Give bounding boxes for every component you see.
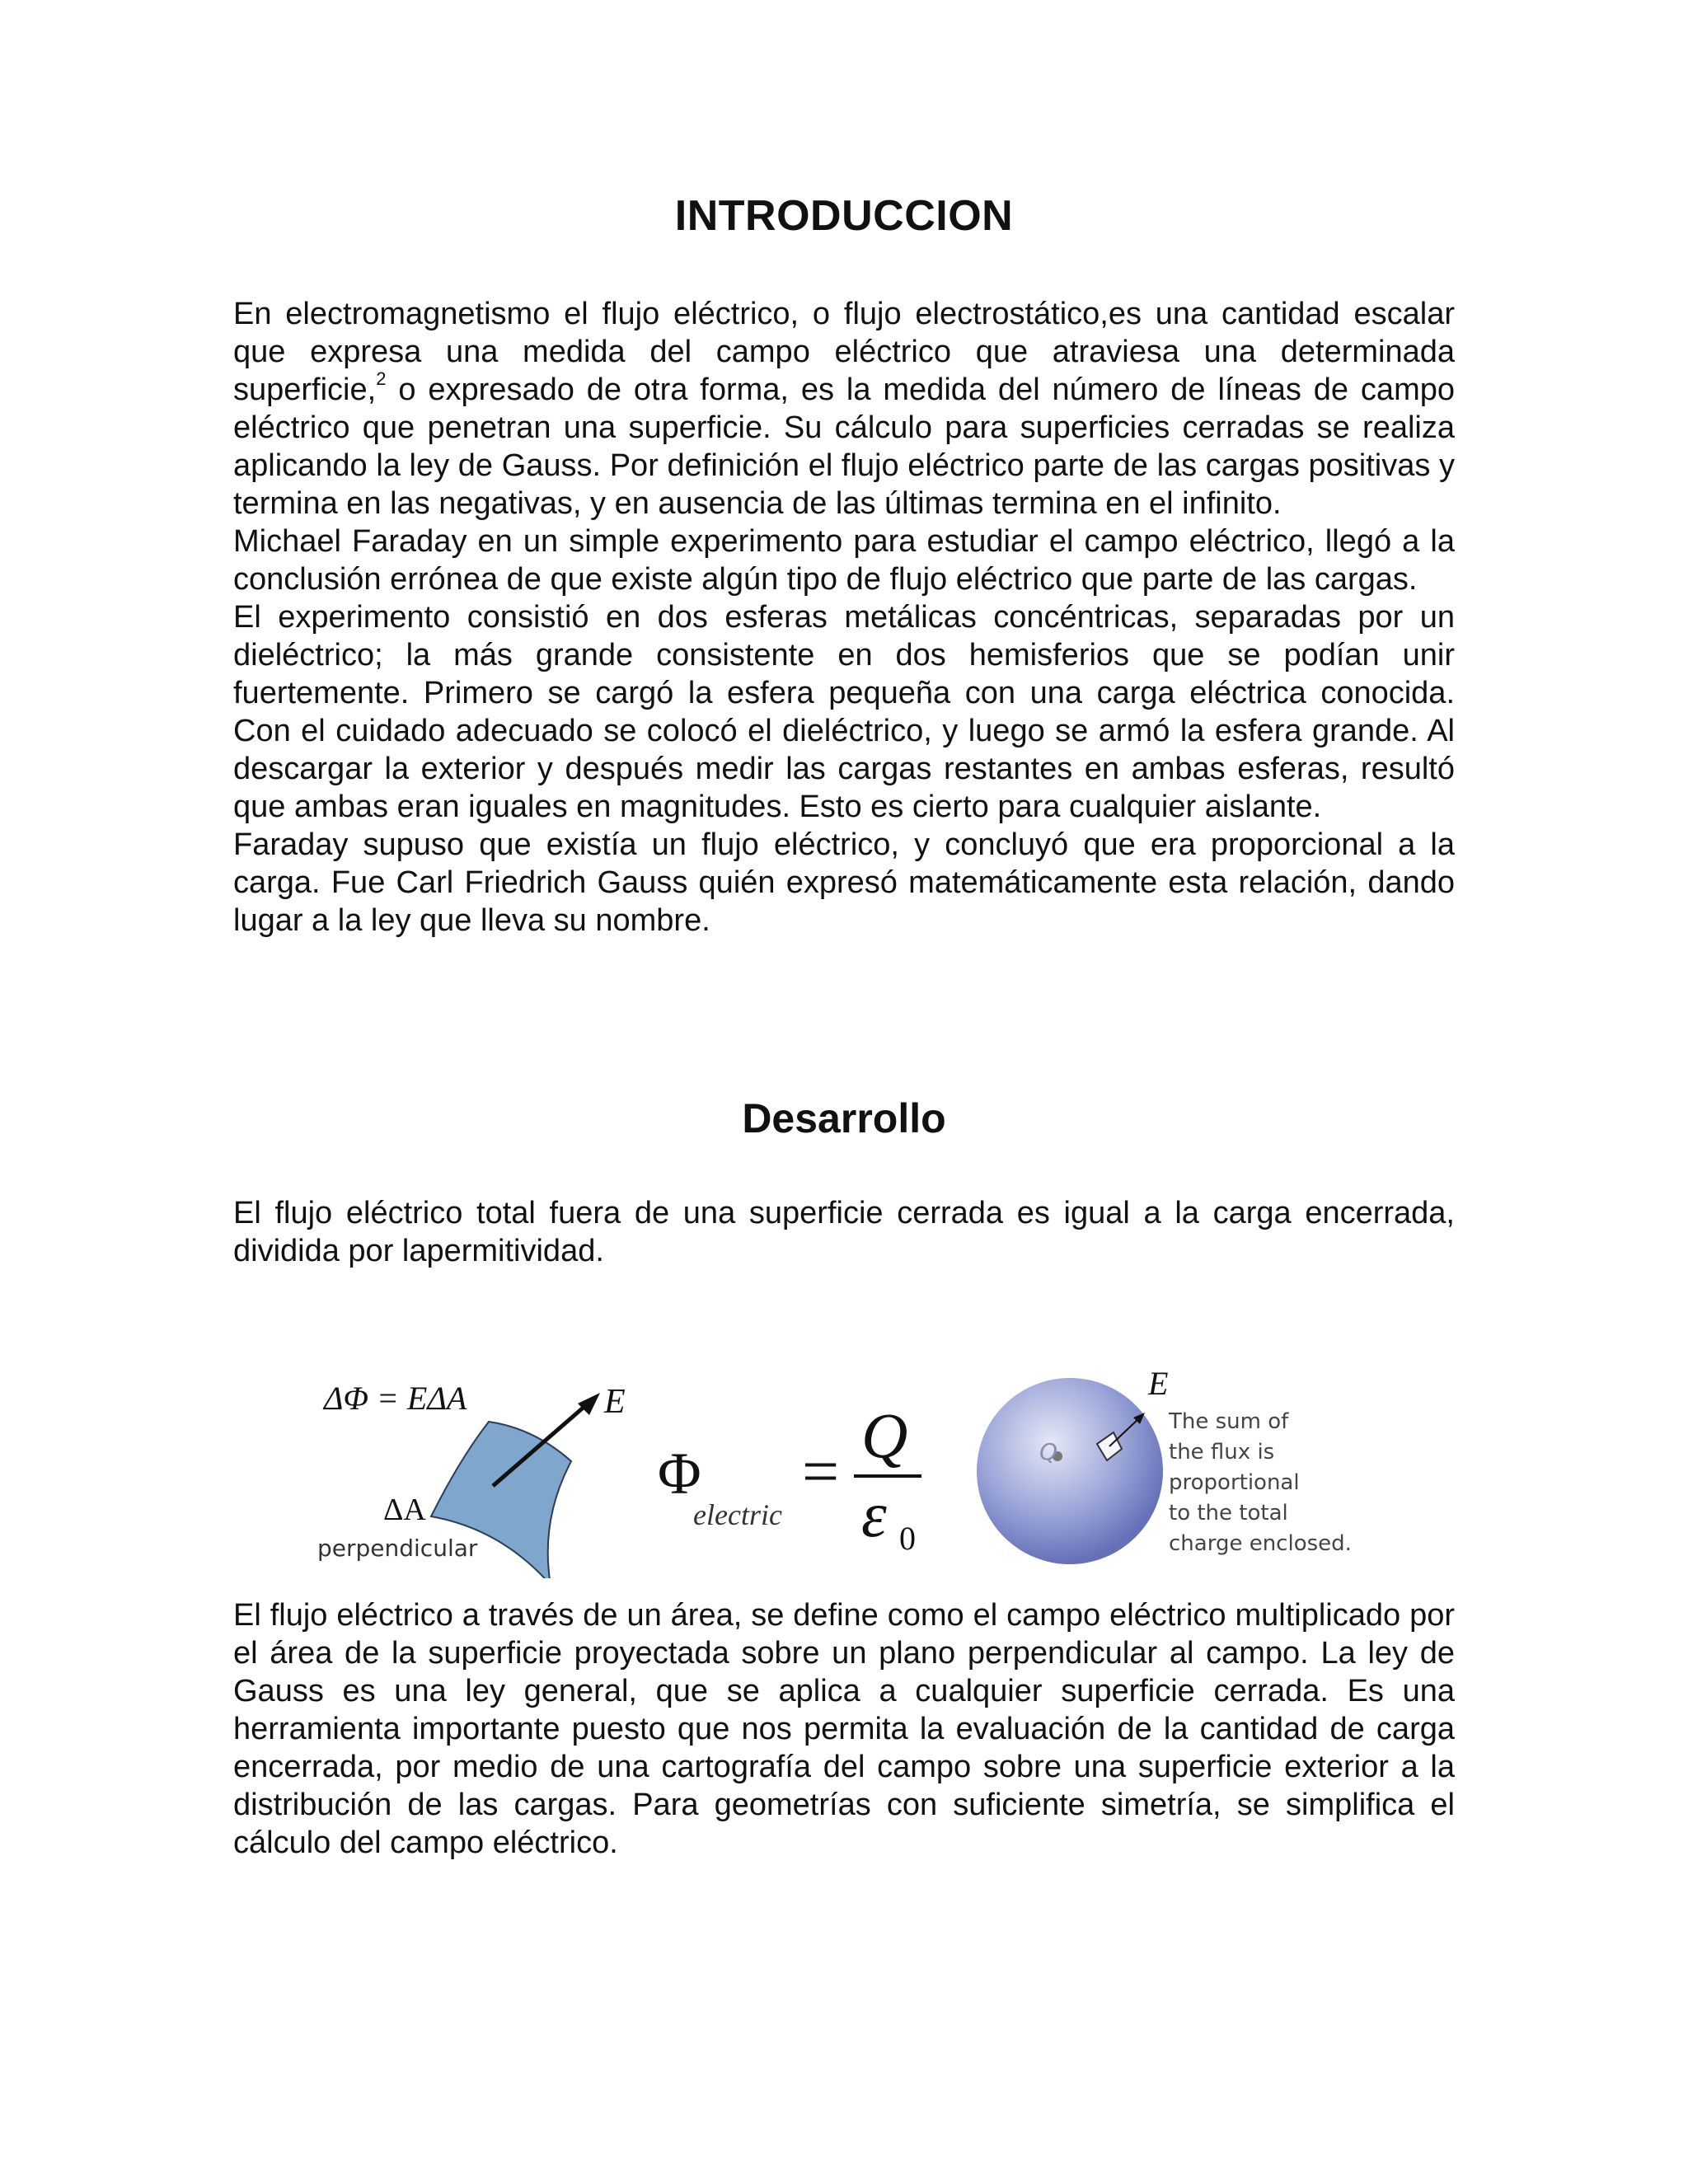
gauss-law-figure: [317, 1364, 1610, 1578]
development-paragraph-2: El flujo eléctrico a través de un área, se define como el campo eléctrico multiplicado por el área de la superficie proyectada sobre un plano perpendicular al campo. La ley de Gauss es una ley general, que se aplica a cualquier superficie cerrada. Es una herramienta importante puesto que nos permita la evaluación de la cantidad de carga encerrada, por medio de una cartografía del campo sobre una superficie exterior a la distribución de las cargas. Para geometrías con suficiente simetría, se simplifica el cálculo del campo eléctrico.: [233, 1598, 1455, 1860]
flux-note-line: The sum of: [1169, 1409, 1289, 1434]
epsilon-symbol: ε: [861, 1479, 887, 1550]
phi-subscript: electric: [693, 1498, 782, 1531]
footnote-ref: 2: [376, 368, 387, 390]
intro-section: [233, 295, 1455, 940]
sphere-field-label: E: [1148, 1365, 1169, 1402]
intro-paragraph-4: Faraday supuso que existía un flujo eléctrico, y concluyó que era proporcional a la carga. Fue Carl Friedrich Gauss quién expresó matemáticamente esta relación, dando lugar a la ley que lleva su nombre.: [233, 827, 1455, 938]
intro-paragraph-3: El experimento consistió en dos esferas metálicas concéntricas, separadas por un dieléctrico; la más grande consistente en dos hemisferios que se podían unir fuertemente. Primero se cargó la esfera pequeña con una carga eléctrica conocida. Con el cuidado adecuado se colocó el dieléctrico, y luego se armó la esfera grande. Al descargar la exterior y después medir las cargas restantes en ambas esferas, resultó que ambas eran iguales en magnitudes. Esto es cierto para cualquier aislante.: [233, 600, 1455, 824]
flux-note-line: the flux is: [1169, 1440, 1275, 1465]
intro-paragraph-1: [233, 295, 1455, 523]
gaussian-sphere: [977, 1378, 1163, 1564]
development-heading: Desarrollo: [742, 1095, 946, 1141]
epsilon-subscript: 0: [899, 1520, 916, 1557]
perpendicular-label: perpendicular: [317, 1535, 478, 1562]
area-label: ΔA: [383, 1493, 426, 1527]
intro-p1-part-a: En electromagnetismo el flujo eléctrico, o flujo electrostático,es una cantidad escalar que expresa una medida del campo eléctrico que atraviesa una determinada superficie,: [233, 297, 1455, 407]
field-vector-label: E: [604, 1383, 626, 1421]
development-paragraph-1: El flujo eléctrico total fuera de una superficie cerrada es igual a la carga encerrada, dividida por lapermitividad.: [233, 1196, 1455, 1268]
intro-p1-part-b: o expresado de otra forma, es la medida del número de líneas de campo eléctrico que penetran una superficie. Su cálculo para superficies cerradas se realiza aplicando la ley de Gauss. Por definición el flujo eléctrico parte de las cargas positivas y termina en las negativas, y en ausencia de las últimas termina en el infinito.: [233, 373, 1455, 521]
flux-note-line: proportional: [1169, 1470, 1300, 1495]
flux-note-line: to the total: [1169, 1501, 1288, 1526]
flux-note-line: charge enclosed.: [1169, 1531, 1352, 1556]
equals-sign: =: [802, 1436, 840, 1508]
sphere-diagram: [975, 1368, 1173, 1574]
intro-paragraph-2: Michael Faraday en un simple experimento para estudiar el campo eléctrico, llegó a la conclusión errónea de que existe algún tipo de flujo eléctrico que parte de las cargas.: [233, 524, 1455, 597]
charge-q: Q: [861, 1399, 908, 1471]
phi-symbol: Φ: [658, 1441, 701, 1507]
enclosed-charge-label: Q: [1039, 1438, 1058, 1465]
intro-heading: INTRODUCCION: [674, 192, 1014, 240]
flux-note: [1169, 1407, 1352, 1559]
flux-equation-label: ΔΦ = EΔA: [324, 1380, 467, 1417]
